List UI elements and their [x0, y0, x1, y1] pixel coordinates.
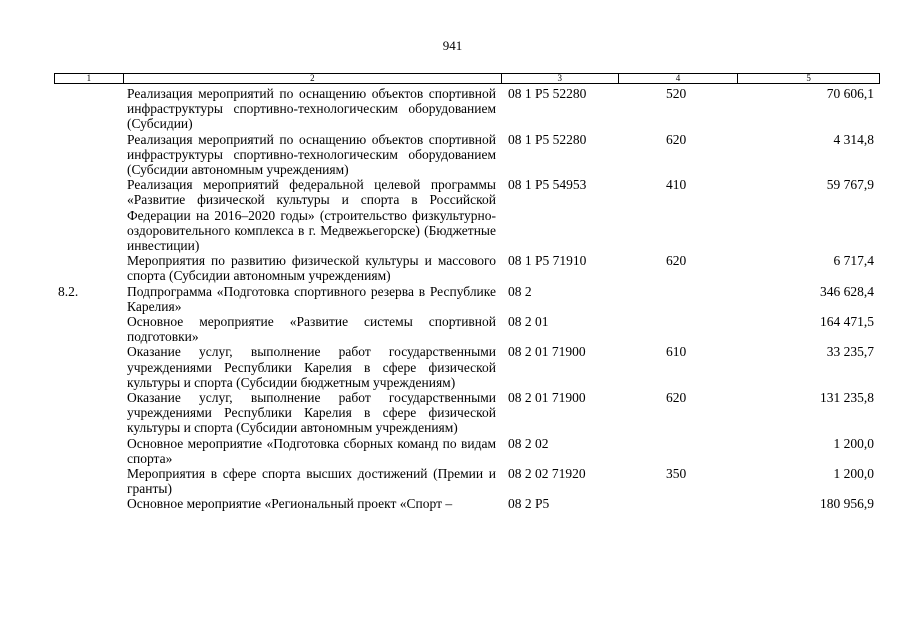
row-sum: 1 200,0	[833, 435, 874, 451]
table-row	[54, 177, 880, 253]
row-number	[54, 436, 123, 466]
row-code: 08 1 P5 52280	[508, 131, 587, 147]
table-row	[54, 496, 880, 511]
table-row	[54, 436, 880, 466]
table-row	[54, 132, 880, 178]
row-code: 08 2 P5	[508, 496, 550, 512]
table-row	[54, 253, 880, 283]
table-row	[54, 344, 880, 390]
row-number	[54, 390, 123, 436]
row-type	[619, 436, 739, 466]
row-sum: 1 200,0	[833, 466, 874, 482]
table-row	[54, 314, 880, 344]
row-name: Реализация мероприятий по оснащению объектов спортивной инфраструктуры спортивно-технологическим оборудованием (Субсидии автономным учреждениям)	[127, 131, 496, 178]
row-number: 8.2.	[58, 283, 79, 299]
row-sum: 70 606,1	[826, 86, 874, 101]
row-number	[54, 314, 123, 344]
row-number	[54, 496, 123, 511]
row-name: Мероприятия в сфере спорта высших достижений (Премии и гранты)	[127, 466, 496, 497]
row-number	[54, 253, 123, 283]
row-type: 620	[666, 390, 687, 406]
row-sum: 131 235,8	[820, 390, 874, 406]
header-col-3: 3	[502, 74, 619, 83]
row-name: Основное мероприятие «Подготовка сборных команд по видам спорта»	[127, 435, 496, 466]
row-number	[54, 86, 123, 132]
row-type: 520	[666, 86, 687, 101]
row-sum: 6 717,4	[833, 253, 874, 269]
row-code: 08 2 02	[508, 435, 549, 451]
row-sum: 346 628,4	[820, 283, 874, 299]
row-code: 08 2	[508, 283, 532, 299]
row-name: Подпрограмма «Подготовка спортивного резерва в Республике Карелия»	[127, 283, 496, 314]
row-name: Основное мероприятие «Региональный проект «Спорт –	[127, 496, 453, 512]
row-code: 08 2 01	[508, 314, 549, 330]
table-body	[54, 86, 880, 512]
row-code: 08 1 P5 71910	[508, 253, 587, 269]
page-number: 941	[442, 38, 463, 53]
row-sum: 33 235,7	[826, 344, 874, 360]
row-name: Основное мероприятие «Развитие системы спортивной подготовки»	[127, 314, 496, 345]
header-col-4: 4	[619, 74, 739, 83]
row-code: 08 1 P5 54953	[508, 177, 587, 193]
table-row	[54, 86, 880, 132]
row-name: Оказание услуг, выполнение работ государственными учреждениями Республики Карелия в сфере физической культуры и спорта (Субсидии бюджетным учреждениям)	[127, 344, 496, 390]
row-name: Реализация мероприятий по оснащению объектов спортивной инфраструктуры спортивно-технологическим оборудованием (Субсидии)	[127, 86, 496, 132]
table-row	[54, 284, 880, 314]
row-code: 08 2 01 71900	[508, 390, 586, 406]
row-number	[54, 177, 123, 253]
row-type	[619, 284, 739, 314]
row-sum: 180 956,9	[820, 496, 874, 512]
row-type	[619, 496, 739, 511]
row-type: 410	[666, 177, 687, 193]
row-code: 08 2 02 71920	[508, 466, 586, 482]
table-row	[54, 390, 880, 436]
row-name: Мероприятия по развитию физической культуры и массового спорта (Субсидии автономным учреждениям)	[127, 253, 496, 284]
row-number	[54, 466, 123, 496]
table-row	[54, 466, 880, 496]
row-type: 620	[666, 131, 687, 147]
row-name: Оказание услуг, выполнение работ государственными учреждениями Республики Карелия в сфере физической культуры и спорта (Субсидии автономным учреждениям)	[127, 390, 496, 436]
row-code: 08 1 P5 52280	[508, 86, 587, 101]
row-number	[54, 344, 123, 390]
row-type	[619, 314, 739, 344]
row-type: 610	[666, 344, 687, 360]
row-name: Реализация мероприятий федеральной целевой программы «Развитие физической культуры и спорта в Российской Федерации на 2016–2020 годы» (строительство физкультурно-оздоровительного комплекса в г. Медвежьегорске) (Бюджетные инвестиции)	[127, 177, 496, 254]
header-col-1: 1	[55, 74, 124, 83]
row-code: 08 2 01 71900	[508, 344, 586, 360]
header-col-2: 2	[124, 74, 502, 83]
row-sum: 164 471,5	[820, 314, 874, 330]
row-sum: 59 767,9	[826, 177, 874, 193]
row-sum: 4 314,8	[833, 131, 874, 147]
table-header	[54, 73, 880, 84]
row-number	[54, 132, 123, 178]
header-col-5: 5	[806, 73, 811, 83]
row-type: 620	[666, 253, 687, 269]
row-type: 350	[666, 466, 687, 482]
